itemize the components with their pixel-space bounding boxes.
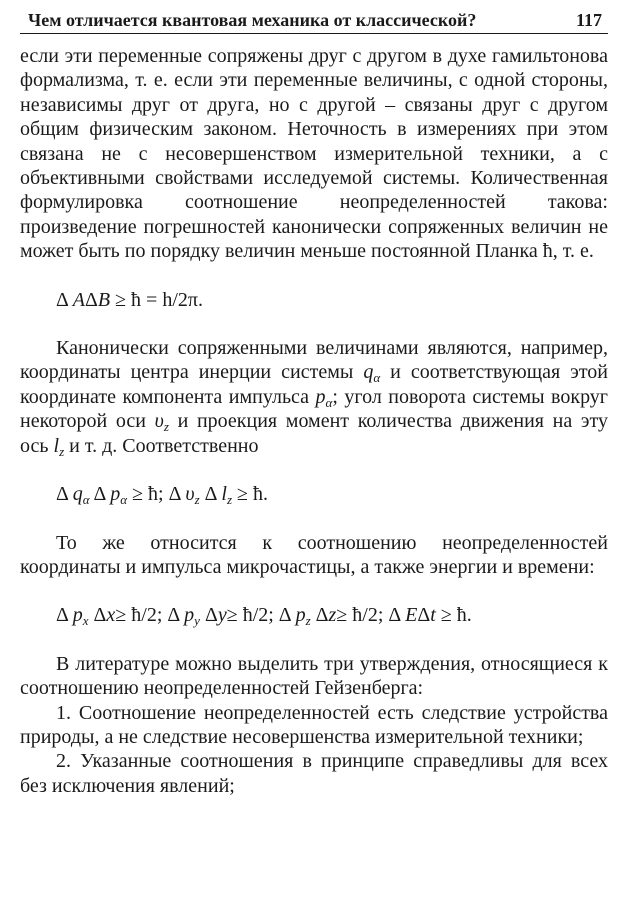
paragraph-4: В литературе можно выделить три утверждения, относящиеся к соотношению неопределенностей Гейзенберга: bbox=[20, 652, 608, 700]
formula-uncertainty-general: Δ AΔB ≥ ħ = h/2π. bbox=[56, 288, 203, 311]
paragraph-1: если эти переменные сопряжены друг с другом в духе гамильтонова формализма, т. е. если эти переменные величины, с одной стороны, независимы друг от друга, но с другой – связаны друг с другом общим физическим законом. Неточность в измерениях при этом связана не с несовершенством измерительной техники, а с объективными свойствами исследуемой системы. Количественная формулировка соотношение неопределенностей такова: произведение погрешностей канонически сопряженных величин не может быть по порядку величин меньше постоянной Планка ħ, т. е. bbox=[20, 45, 608, 263]
formula-coordinate-momentum: Δ $p_x$ Δx≥ ħ/2; Δ $p_y$ Δy≥ ħ/2; Δ $p_z$ Δz≥ ħ/2; Δ EΔt ≥ ħ. bbox=[56, 604, 472, 629]
book-page bbox=[20, 8, 608, 892]
running-head bbox=[20, 8, 608, 34]
list-item-1: 1. Соотношение неопределенностей есть следствие устройства природы, а не следствие несовершенства измерительной техники; bbox=[20, 701, 608, 748]
paragraph-2: Канонически сопряженными величинами являются, например, координаты центра инерции системы $q_\alpha$ и соответствующая этой координате компонента импульса $p_\alpha$; угол поворота системы вокруг некоторой оси $\upsilon_z$ и проекция момент количества движения на эту ось $l_z$ и т. д. Соответственно bbox=[20, 337, 609, 459]
formula-canonical-pairs: Δ $q_\alpha$ Δ $p_\alpha$ ≥ ħ; Δ $\upsilon_z$ Δ $l_z$ ≥ ħ. bbox=[56, 483, 268, 508]
page-number: 117 bbox=[575, 10, 602, 30]
body-text bbox=[20, 44, 608, 798]
paragraph-3: То же относится к соотношению неопределенностей координаты и импульса микрочастицы, а также энергии и времени: bbox=[20, 531, 608, 578]
list-item-2: 2. Указанные соотношения в принципе справедливы для всех без исключения явлений; bbox=[20, 750, 608, 797]
chapter-title: Чем отличается квантовая механика от классической? bbox=[28, 10, 477, 30]
